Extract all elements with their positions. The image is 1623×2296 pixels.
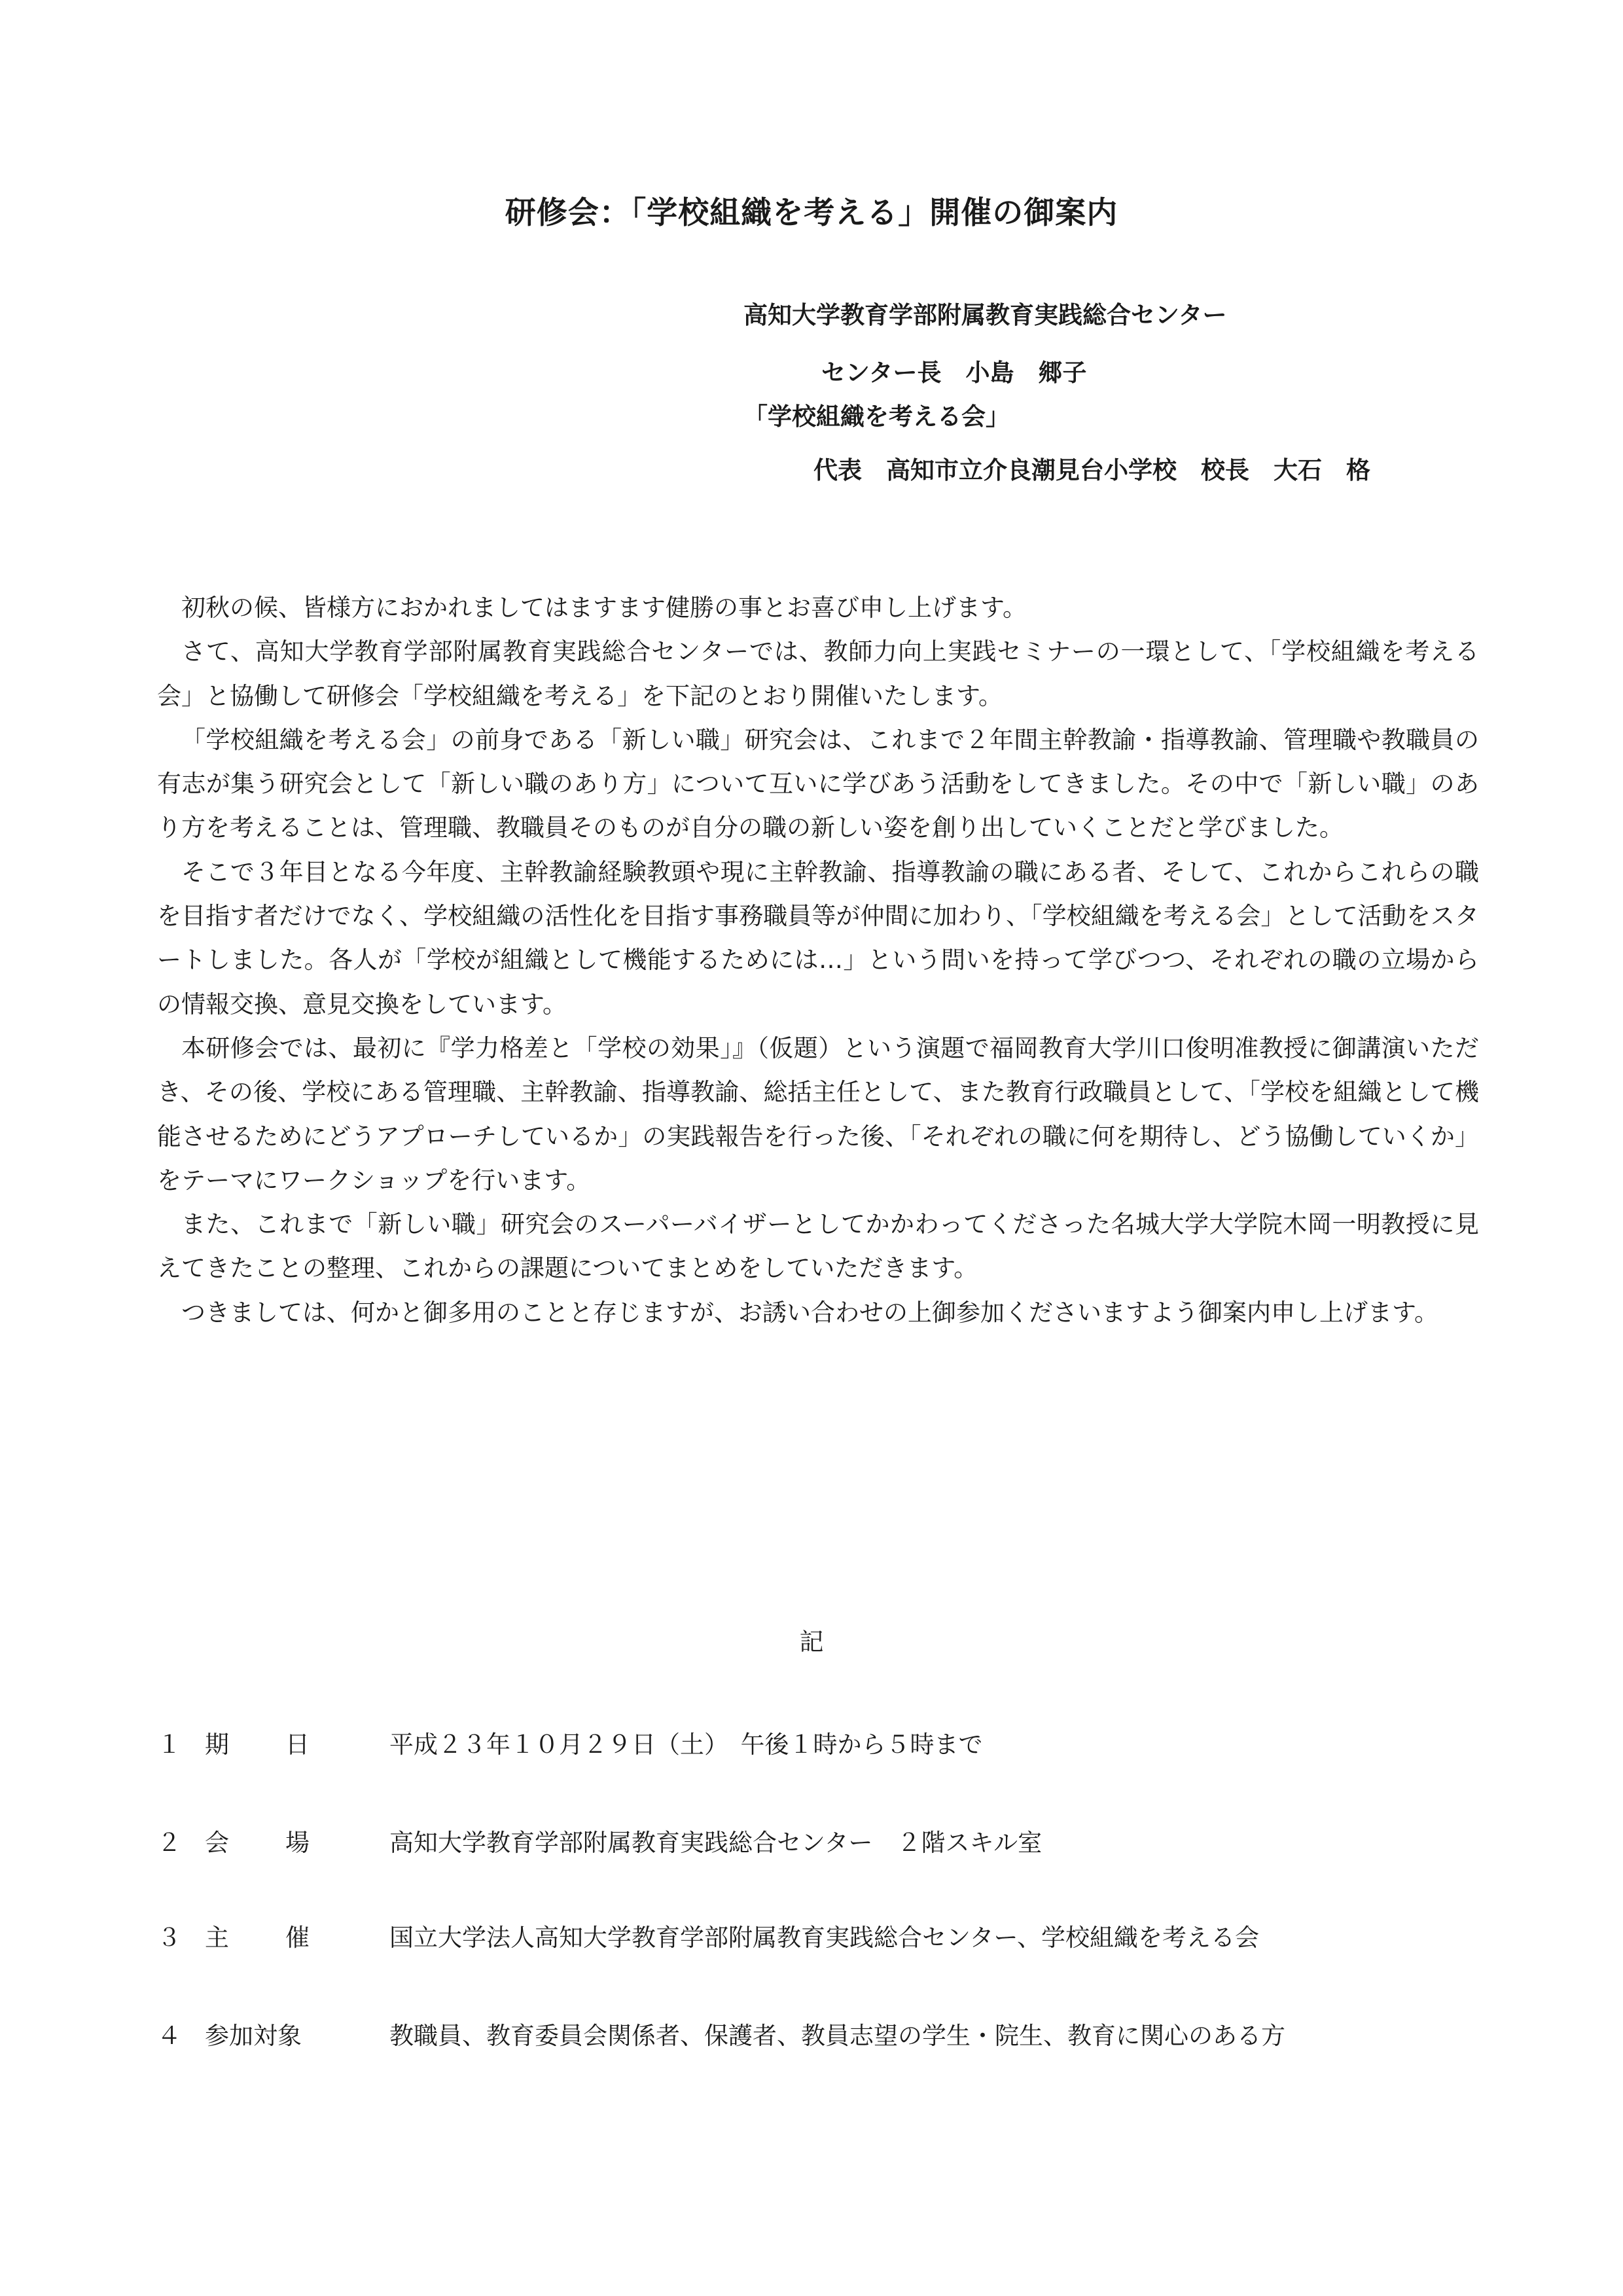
item-value: 高知大学教育学部附属教育実践総合センター ２階スキル室: [389, 1829, 1043, 1857]
paragraph-announcement: さて、高知大学教育学部附属教育実践総合センターでは、教師力向上実践セミナーの一環として、「学校組織を考える会」と協働して研修会「学校組織を考える」を下記のとおり開催いたします。: [157, 637, 1479, 710]
document-title: 研修会：「学校組織を考える」開催の御案内: [505, 195, 1118, 231]
item-number: ４: [157, 2022, 181, 2050]
item-label: 参加対象: [205, 2022, 302, 2050]
item-value: 国立大学法人高知大学教育学部附属教育実践総合センター、学校組織を考える会: [389, 1924, 1260, 1952]
sender-director: センター長 小島 郷子: [821, 359, 1087, 387]
item-label: 主 催: [205, 1924, 310, 1952]
paragraph-third-year: そこで３年目となる今年度、主幹教諭経験教頭や現に主幹教諭、指導教諭の職にある者、そして、これからこれらの職を目指す者だけでなく、学校組織の活性化を目指す事務職員等が仲間に加わり、「学校組織を考える会」として活動をスタートしました。各人が「学校が組織として機能するためには…」という問いを持って学びつつ、それぞれの職の立場からの情報交換、意見交換をしています。: [157, 857, 1479, 1018]
item-number: ２: [157, 1829, 181, 1857]
item-value: 平成２３年１０月２９日（土） 午後１時から５時まで: [389, 1731, 983, 1759]
paragraph-supervisor: また、これまで「新しい職」研究会のスーパーバイザーとしてかかわってくださった名城大学大学院木岡一明教授に見えてきたことの整理、これからの課題についてまとめをしていただきます。: [157, 1210, 1479, 1283]
item-label: 期 日: [205, 1731, 310, 1759]
item-number: ３: [157, 1924, 181, 1952]
item-label: 会 場: [205, 1829, 310, 1857]
paragraph-closing: つきましては、何かと御多用のことと存じますが、お誘い合わせの上御参加くださいますよう御案内申し上げます。: [181, 1298, 1439, 1327]
item-value: 教職員、教育委員会関係者、保護者、教員志望の学生・院生、教育に関心のある方: [389, 2022, 1285, 2050]
letter-body: [157, 586, 1479, 1335]
sender-group: 「学校組織を考える会」: [743, 403, 1010, 431]
paragraph-greeting: 初秋の候、皆様方におかれましてはますます健勝の事とお喜び申し上げます。: [181, 594, 1027, 622]
paragraph-background: 「学校組織を考える会」の前身である「新しい職」研究会は、これまで２年間主幹教諭・指導教諭、管理職や教職員の有志が集う研究会として「新しい職のあり方」について互いに学びあう活動をしてきました。その中で「新しい職」のあり方を考えることは、管理職、教職員そのものが自分の職の新しい姿を創り出していくことだと学びました。: [157, 725, 1479, 842]
ki-heading: 記: [799, 1628, 824, 1656]
sender-representative: 代表 高知市立介良潮見台小学校 校長 大石 格: [813, 456, 1370, 484]
sender-organization: 高知大学教育学部附属教育実践総合センター: [743, 301, 1227, 329]
item-number: １: [157, 1731, 181, 1759]
paragraph-program: 本研修会では、最初に『学力格差と「学校の効果」』（仮題）という演題で福岡教育大学川口俊明准教授に御講演いただき、その後、学校にある管理職、主幹教諭、指導教諭、総括主任として、また教育行政職員として、「学校を組織として機能させるためにどうアプローチしているか」の実践報告を行った後、「それぞれの職に何を期待し、どう協働していくか」をテーマにワークショップを行います。: [157, 1033, 1479, 1194]
